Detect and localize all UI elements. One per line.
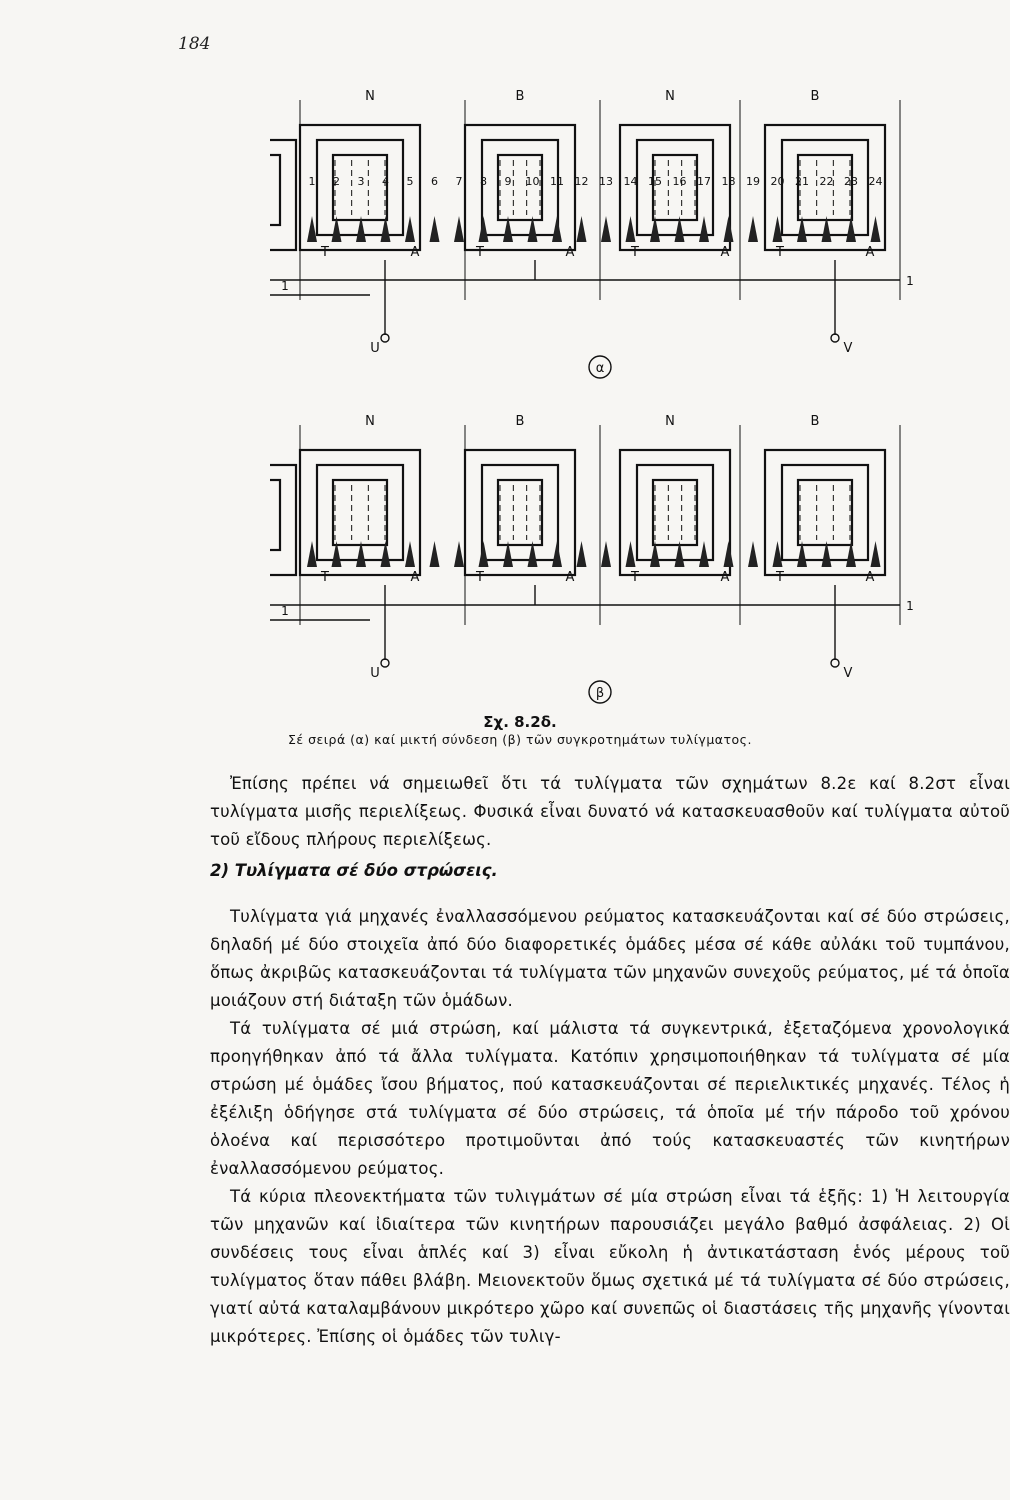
- terminal-v-label: V: [843, 341, 853, 356]
- conductor-arrow: [724, 541, 734, 567]
- conductor-arrow: [871, 541, 881, 567]
- conductor-arrow: [479, 216, 489, 242]
- lead-label-right: 1: [906, 274, 914, 288]
- coil-group-inner: [333, 480, 387, 545]
- terminal-u-circle: [381, 659, 389, 667]
- coil-end-label: A: [865, 570, 875, 585]
- conductor-arrow: [748, 541, 758, 567]
- terminal-v-label: V: [843, 666, 853, 681]
- pole-label: B: [515, 89, 525, 104]
- coil-end-label: A: [720, 570, 730, 585]
- conductor-arrow: [454, 216, 464, 242]
- slot-number: 11: [550, 175, 564, 188]
- coil-end-label: T: [476, 245, 484, 260]
- lead-label-right: 1: [906, 599, 914, 613]
- slot-number: 19: [746, 175, 760, 188]
- conductor-arrow: [454, 541, 464, 567]
- slot-number: 13: [599, 175, 613, 188]
- pole-label: B: [515, 414, 525, 429]
- conductor-arrow: [699, 541, 709, 567]
- coil-end-label: A: [565, 570, 575, 585]
- conductor-arrow: [626, 216, 636, 242]
- pole-label: N: [665, 414, 675, 429]
- slot-number: 6: [431, 175, 438, 188]
- coil-partial-left: [270, 140, 296, 250]
- coil-end-label: T: [776, 570, 784, 585]
- pole-label: N: [665, 89, 675, 104]
- paragraph-text: Ἐπίσης πρέπει νά σημειωθεῖ ὅτι τά τυλίγματα τῶν σχημάτων 8.2ε καί 8.2στ εἶναι τυλίγματα μισῆς περιελίξεως. Φυσικά εἶναι δυνατό νά κατασκευασθοῦν καί τυλίγματα αὐτοῦ τοῦ εἴδους πλήρους περιελίξεως.: [210, 774, 1010, 849]
- coil-end-label: A: [410, 570, 420, 585]
- paragraph-text: Τά τυλίγματα σέ μιά στρώση, καί μάλιστα τά συγκεντρικά, ἐξεταζόμενα χρονολογικά προηγήθηκαν ἀπό τά ἄλλα τυλίγματα. Κατόπιν χρησιμοποιήθηκαν τά τυλίγματα σέ μία στρώση μέ ὁμάδες ἴσου βήματος, πού κατασκευάζονται σέ περιελικτικές μηχανές. Τέλος ἡ ἐξέλιξη ὁδήγησε στά τυλίγματα σέ δύο στρώσεις, τά ὁποῖα μέ τήν πάροδο τοῦ χρόνου ὁλοένα καί περισσότερο προτιμοῦνται ἀπό τούς κατασκευαστές τῶν κινητήρων ἐναλλασσόμενου ρεύματος.: [210, 1019, 1010, 1178]
- coil-end-label: T: [321, 245, 329, 260]
- terminal-v-circle: [831, 334, 839, 342]
- coil-end-label: T: [776, 245, 784, 260]
- pole-label: B: [810, 89, 820, 104]
- coil-end-label: T: [631, 570, 639, 585]
- figure-caption-title: Σχ. 8.2δ.: [483, 713, 557, 731]
- coil-end-label: A: [410, 245, 420, 260]
- coil-end-label: A: [565, 245, 575, 260]
- coil-group-inner: [798, 480, 852, 545]
- slot-number: 5: [406, 175, 414, 188]
- conductor-arrow: [307, 216, 317, 242]
- conductor-arrow: [871, 216, 881, 242]
- pole-label: B: [810, 414, 820, 429]
- paragraph-half-winding-note: [210, 770, 1010, 854]
- slot-number: 10: [525, 175, 540, 188]
- slot-number: 21: [795, 175, 809, 188]
- slot-number: 17: [697, 175, 711, 188]
- conductor-arrow: [626, 541, 636, 567]
- coil-end-label: T: [321, 570, 329, 585]
- conductor-arrow: [430, 216, 440, 242]
- paragraph-advantages: [210, 1183, 1010, 1351]
- coil-partial-left: [270, 465, 296, 575]
- lead-label-left: 1: [281, 604, 289, 618]
- slot-number: 4: [382, 175, 389, 188]
- slot-number: 1: [308, 175, 316, 188]
- winding-diagrams: [270, 70, 930, 710]
- coil-partial-left-inner: [270, 155, 280, 225]
- coil-end-label: A: [720, 245, 730, 260]
- pole-label: N: [365, 89, 375, 104]
- conductor-arrow: [405, 541, 415, 567]
- conductor-arrow: [724, 216, 734, 242]
- conductor-arrow: [307, 541, 317, 567]
- conductor-arrow: [405, 216, 415, 242]
- coil-partial-left-inner: [270, 480, 280, 550]
- conductor-arrow: [699, 216, 709, 242]
- slot-number: 23: [844, 175, 858, 188]
- terminal-v-circle: [831, 659, 839, 667]
- terminal-u-label: U: [370, 666, 380, 681]
- slot-number: 16: [672, 175, 687, 188]
- pole-label: N: [365, 414, 375, 429]
- paragraph-text: Τά κύρια πλεονεκτήματα τῶν τυλιγμάτων σέ μία στρώση εἶναι τά ἑξῆς: 1) Ἡ λειτουργία τῶν μηχανῶν καί ἰδιαίτερα τῶν κινητήρων παρουσιάζει μεγάλο βαθμό ἀσφάλειας. 2) Οἱ συνδέσεις τους εἶναι ἁπλές καί 3) εἶναι εὔκολη ἡ ἀντικατάσταση ἑνός μέρους τοῦ τυλίγματος ὅταν πάθει βλάβη. Μειονεκτοῦν ὅμως σχετικά μέ τά τυλίγματα σέ δύο στρώσεις, γιατί αὐτά καταλαμβάνουν μικρότερο χῶρο καί συνεπῶς οἱ διαστάσεις τῆς μηχανῆς γίνονται μικρότερες. Ἐπίσης οἱ ὁμάδες τῶν τυλιγ-: [210, 1187, 1010, 1346]
- slot-number: 8: [480, 175, 487, 188]
- conductor-arrow: [577, 216, 587, 242]
- coil-group-inner: [498, 480, 542, 545]
- conductor-arrow: [430, 541, 440, 567]
- slot-number: 12: [574, 175, 589, 188]
- figure-caption-text: Σέ σειρά (α) καί μικτή σύνδεση (β) τῶν συγκροτημάτων τυλίγματος.: [288, 732, 752, 747]
- coil-end-label: A: [865, 245, 875, 260]
- terminal-u-label: U: [370, 341, 380, 356]
- slot-number: 22: [819, 175, 834, 188]
- paragraph-text: Τυλίγματα γιά μηχανές ἐναλλασσόμενου ρεύματος κατασκευάζονται καί σέ δύο στρώσεις, δηλαδή μέ δύο στοιχεῖα ἀπό δύο διαφορετικές ὁμάδες μέσα σέ κάθε αὐλάκι τοῦ τυμπάνου, ὅπως ἀκριβῶς κατασκευάζονται τά τυλίγματα τῶν μηχανῶν συνεχοῦς ρεύματος, μέ τά ὁποῖα μοιάζουν στή διάταξη τῶν ὁμάδων.: [210, 907, 1010, 1010]
- terminal-u-circle: [381, 334, 389, 342]
- slot-number: 3: [357, 175, 365, 188]
- slot-number: 20: [770, 175, 785, 188]
- conductor-arrow: [577, 541, 587, 567]
- conductor-arrow: [601, 541, 611, 567]
- conductor-arrow: [479, 541, 489, 567]
- paragraph-two-layer-intro: [210, 903, 1010, 1015]
- slot-number: 9: [504, 175, 512, 188]
- conductor-arrow: [552, 541, 562, 567]
- slot-number: 7: [455, 175, 463, 188]
- conductor-arrow: [601, 216, 611, 242]
- sub-label-a: α: [595, 361, 605, 376]
- coil-end-label: T: [476, 570, 484, 585]
- page-number: 184: [178, 34, 211, 54]
- slot-number: 2: [333, 175, 340, 188]
- slot-number: 24: [868, 175, 883, 188]
- lead-label-left: 1: [281, 279, 289, 293]
- coil-group-inner: [653, 480, 697, 545]
- paragraph-history: [210, 1015, 1010, 1183]
- conductor-arrow: [552, 216, 562, 242]
- sub-label-b: β: [595, 686, 605, 701]
- winding-figure: [270, 70, 930, 765]
- coil-end-label: T: [631, 245, 639, 260]
- slot-number: 15: [648, 175, 662, 188]
- section-heading-two-layer: 2) Τυλίγματα σέ δύο στρώσεις.: [210, 861, 498, 880]
- slot-number: 14: [623, 175, 638, 188]
- slot-number: 18: [721, 175, 736, 188]
- conductor-arrow: [748, 216, 758, 242]
